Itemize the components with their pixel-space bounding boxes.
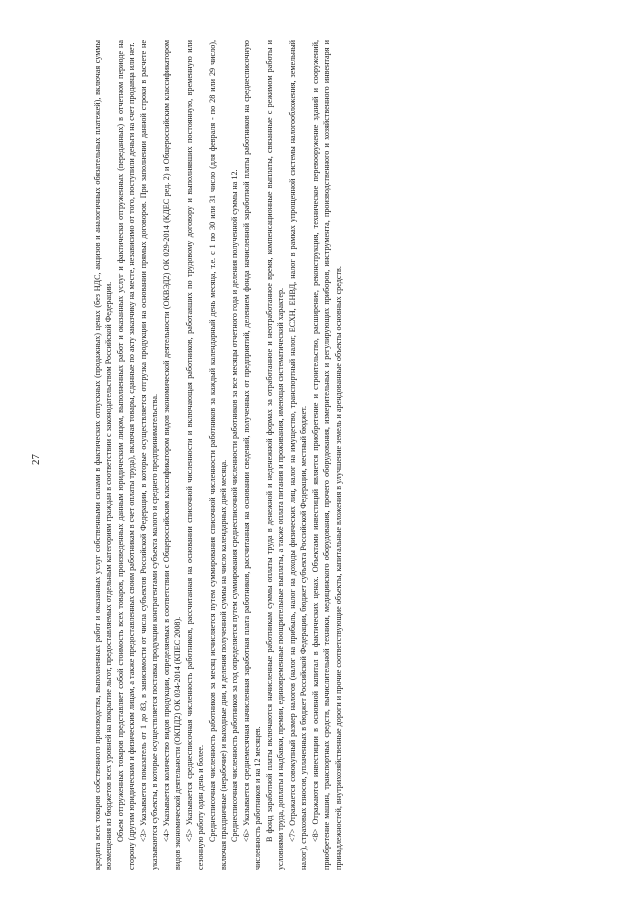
footnote-6: <6> Указывается среднемесячная начисленная заработная плата работников, рассчитанная на основании сведений, полученных от предприятий, делением фонда начисленной заработной платы работников на среднесписочную численность работников и на 12 месяцев.	[241, 40, 263, 870]
paragraph-2: Объем отгруженных товаров представляет собой стоимость всех товаров, произведенных данным юридическим лицом, выполненных работ и оказанных услуг и фактически отгруженных (переданных) в отчетном периоде на сторону (другим юридическим и физическим лицам, а также предоставленных своим работникам в счет оплаты труда), включая товары, сданные по акту заказчику на месте, независимо от того, поступили деньги на счет продавца или нет.	[115, 40, 137, 870]
document-body	[92, 40, 344, 870]
footnote-5: <5> Указывается среднесписочная численность работников, рассчитанная на основании списочной численности и включающая работников, работавших по трудовому договору и выполнявших постоянную, временную или сезонную работу один день и более.	[184, 40, 206, 870]
footnote-7: <7> Отражается совокупный размер налогов (налог на прибыль, налог на доходы физических лиц, налог на имущество, транспортный налог, ЕСХН, ЕНВД, налог в рамках упрощенной системы налогообложения, земельный налог), страховых взносов, уплаченных в бюджет Российской Федерации, бюджет субъекта Российской Федерации, местный бюджет.	[287, 40, 309, 870]
paragraph-wage-fund: В фонд заработной платы включаются начисленные работникам суммы оплаты труда в денежной и неденежной формах за отработанное и неотработанное время, компенсационные выплаты, связанные с режимом работы и условиями труда, доплаты и надбавки, премии, единовременные поощрительные выплаты, а также оплата питания и проживания, имеющая систематический характер.	[264, 40, 286, 870]
footnote-8: <8> Отражаются инвестиции в основной капитал в фактических ценах. Объектами инвестиций является приобретение и строительство, расширение, реконструкция, техническое перевооружение зданий и сооружений, приобретение машин, транспортных средств, вычислительной техники, медицинского оборудования, прочего оборудования, измерительных и регулирующих приборов, инструмента, производственного и хозяйственного инвентаря и принадлежностей, внутрихозяйственные дороги и прочие соответствующие объекты, капитальные вложения в улучшение земель и арендованные объекты основных средств.	[310, 40, 343, 870]
paragraph-yearly-headcount: Среднесписочная численность работников за год определяется путем суммирования среднесписочной численности работников за все месяцы отчетного года и деления полученной суммы на 12.	[230, 169, 240, 842]
page-number: 27	[30, 454, 42, 465]
paragraph-1: кредита всех товаров собственного производства, выполненных работ и оказанных услуг собственными силами в фактических отпускных (продажных) ценах (без НДС, акцизов и аналогичных обязательных платежей), включая суммы возмещения из бюджетов всех уровней на покрытие льгот, предоставляемых отдельным категориям граждан в соответствии с законодательством Российской Федерации.	[93, 40, 114, 870]
footnote-4: <4> Указывается количество видов продукции, определяемых в соответствии с Общероссийским классификатором видов экономической деятельности (ОКВЭД2) ОК 029-2014 (КДЕС ред. 2) и Общероссийским классификатором видов экономической деятельности (ОКПД2) ОК 034-2014 (КПЕС 2008).	[161, 40, 183, 870]
footnote-3: <3> Указывается показатель от 1 до 83, в зависимости от числа субъектов Российской Федерации, в которые осуществляется отгрузка продукции на основании прямых договоров. При заполнении данной строки в расчете не указываются субъекты, в которые осуществляется поставка продукции контрагентами субъекта малого и среднего предпринимательства.	[138, 40, 160, 870]
paragraph-monthly-headcount: Среднесписочная численность работников за месяц исчисляется путем суммирования списочной численности работников за каждый календарный день месяца, т.е. с 1 по 30 или 31 число (для февраля - по 28 или 29 число), включая праздничные (нерабочие) и выходные дни, и деления полученной суммы на число календарных дней месяца.	[207, 40, 228, 870]
